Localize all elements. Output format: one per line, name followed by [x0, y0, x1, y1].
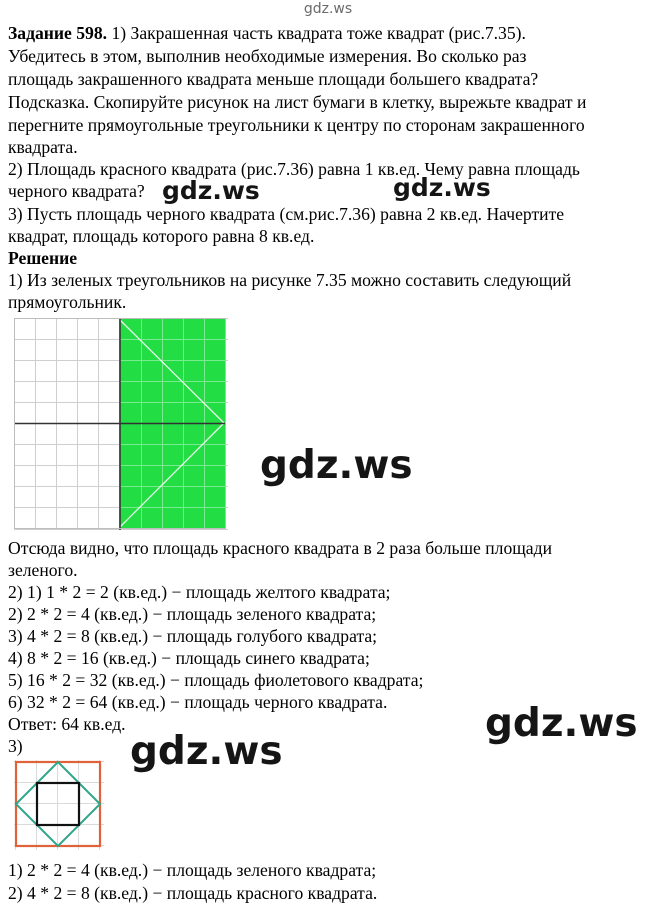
answer-line: Ответ: 64 кв.ед.	[8, 714, 126, 734]
solution-line: 1) Из зеленых треугольников на рисунке 7.35 можно составить следующий	[8, 270, 572, 290]
nested-squares-figure	[14, 760, 104, 850]
task-line: квадрат, площадь которого равна 8 кв.ед.	[8, 226, 315, 246]
task-text: 1) Закрашенная часть квадрата тоже квадрат (рис.7.35).	[107, 23, 526, 43]
task-line: 2) Площадь красного квадрата (рис.7.36) равна 1 кв.ед. Чему равна площадь	[8, 159, 580, 179]
solution-line: зеленого.	[8, 560, 78, 580]
site-watermark: gdz.ws	[162, 176, 260, 205]
solution-line: 3)	[8, 736, 23, 756]
solution-line: 4) 8 * 2 = 16 (кв.ед.) − площадь синего квадрата;	[8, 648, 370, 668]
grid-lines	[14, 760, 104, 850]
solution-line: 2) 2 * 2 = 4 (кв.ед.) − площадь зеленого квадрата;	[8, 604, 377, 624]
solution-line: Отсюда видно, что площадь красного квадрата в 2 раза больше площади	[8, 538, 552, 558]
site-watermark: gdz.ws	[260, 443, 413, 488]
task-line: черного квадрата?	[8, 181, 145, 201]
solution-line: 6) 32 * 2 = 64 (кв.ед.) − площадь черного квадрата.	[8, 692, 388, 712]
site-watermark: gdz.ws	[393, 173, 491, 202]
task-line: Убедитесь в этом, выполнив необходимые измерения. Во сколько раз	[8, 46, 527, 66]
solution-heading: Решение	[8, 248, 78, 268]
task-line: Подсказка. Скопируйте рисунок на лист бумаги в клетку, вырежьте квадрат и	[8, 92, 587, 112]
task-line	[8, 22, 526, 44]
task-line: 3) Пусть площадь черного квадрата (см.рис.7.36) равна 2 кв.ед. Начертите	[8, 204, 565, 224]
final-line: 2) 4 * 2 = 8 (кв.ед.) − площадь красного квадрата.	[8, 883, 378, 903]
green-rectangle-figure	[14, 318, 228, 530]
solution-line: 3) 4 * 2 = 8 (кв.ед.) − площадь голубого квадрата;	[8, 626, 378, 646]
task-line: перегните прямоугольные треугольники к центру по сторонам закрашенного	[8, 115, 585, 135]
final-line: 1) 2 * 2 = 4 (кв.ед.) − площадь зеленого квадрата;	[8, 860, 377, 880]
task-number: Задание 598.	[8, 23, 108, 43]
solution-line: 5) 16 * 2 = 32 (кв.ед.) − площадь фиолетового квадрата;	[8, 670, 424, 690]
site-watermark: gdz.ws	[485, 701, 638, 746]
site-watermark-top: gdz.ws	[303, 1, 353, 17]
task-line: квадрата.	[8, 137, 78, 157]
solution-line: прямоугольник.	[8, 292, 127, 312]
solution-line: 2) 1) 1 * 2 = 2 (кв.ед.) − площадь желтого квадрата;	[8, 582, 391, 602]
task-line: площадь закрашенного квадрата меньше площади большего квадрата?	[8, 69, 539, 89]
site-watermark: gdz.ws	[130, 729, 283, 774]
